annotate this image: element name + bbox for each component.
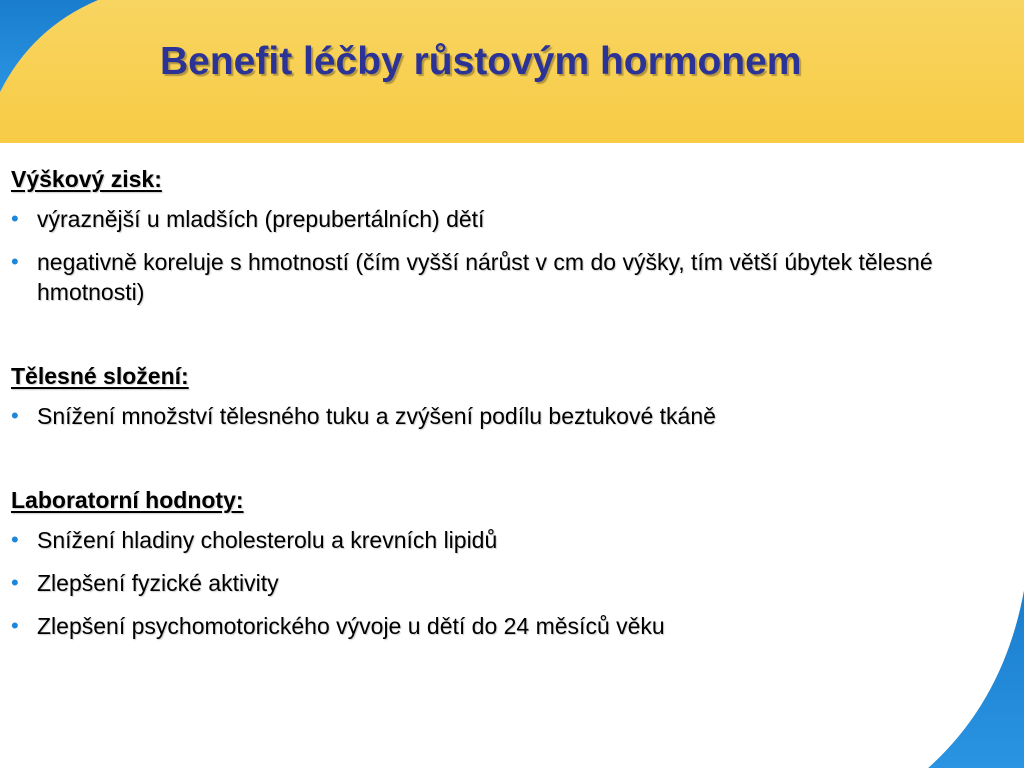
list-item — [11, 247, 971, 307]
list-item — [11, 204, 971, 234]
slide-title: Benefit léčby růstovým hormonem — [160, 40, 802, 83]
bullet-dot-icon: • — [11, 249, 19, 274]
section-heading: Tělesné složení: — [11, 363, 189, 389]
section-heading: Výškový zisk: — [11, 166, 162, 192]
list-item-text: negativně koreluje s hmotností (čím vyšší nárůst v cm do výšky, tím větší úbytek tělesné hmotnosti) — [37, 249, 933, 305]
bullet-dot-icon: • — [11, 570, 19, 595]
list-item — [11, 525, 971, 555]
bullet-list — [11, 525, 971, 641]
list-item — [11, 568, 971, 598]
list-item-text: Zlepšení psychomotorického vývoje u dětí do 24 měsíců věku — [37, 613, 665, 639]
list-item-text: Zlepšení fyzické aktivity — [37, 570, 279, 596]
list-item — [11, 611, 971, 641]
list-item-text: Snížení hladiny cholesterolu a krevních lipidů — [37, 527, 498, 553]
bullet-list — [11, 204, 971, 307]
section-body-composition — [11, 361, 971, 431]
section-height-gain — [11, 164, 971, 307]
section-heading: Laboratorní hodnoty: — [11, 487, 244, 513]
slide-content — [11, 164, 971, 654]
bullet-dot-icon: • — [11, 527, 19, 552]
list-item-text: Snížení množství tělesného tuku a zvýšení podílu beztukové tkáně — [37, 403, 716, 429]
list-item — [11, 401, 971, 431]
section-lab-values — [11, 485, 971, 641]
bullet-dot-icon: • — [11, 613, 19, 638]
bullet-list — [11, 401, 971, 431]
bullet-dot-icon: • — [11, 403, 19, 428]
list-item-text: výraznější u mladších (prepubertálních) dětí — [37, 206, 485, 232]
bullet-dot-icon: • — [11, 206, 19, 231]
